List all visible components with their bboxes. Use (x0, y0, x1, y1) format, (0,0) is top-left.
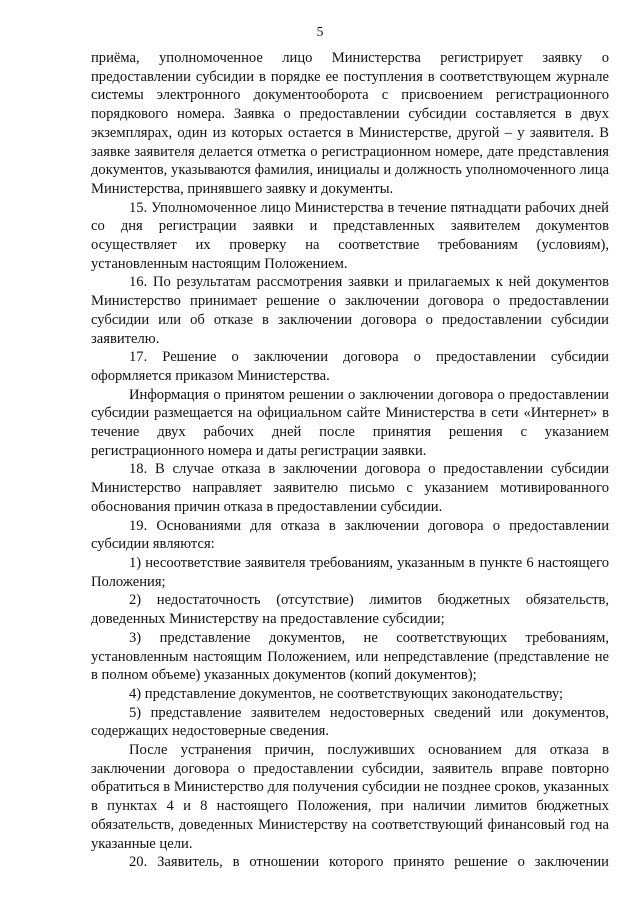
paragraph-item-20: 20. Заявитель, в отношении которого принято решение о заключении (129, 854, 609, 871)
list-item-refusal-2: 2) недостаточность (отсутствие) лимитов бюджетных обязательств, доведенных Министерству на предоставление субсидии; (91, 592, 609, 628)
paragraph-item-18: 18. В случае отказа в заключении договора о предоставлении субсидии Министерство направляет заявителю письмо с указанием мотивированного обоснования причин отказа в предоставлении субсидии. (91, 461, 609, 515)
document-body (91, 49, 609, 872)
list-item-refusal-4: 4) представление документов, не соответствующих законодательству; (129, 685, 564, 702)
paragraph-decision-info: Информация о принятом решении о заключении договора о предоставлении субсидии размещается на официальном сайте Министерства в сети «Интернет» в течение двух рабочих дней после принятия решения с указанием регистрационного номера и даты регистрации заявки. (91, 386, 609, 459)
paragraph-item-15: 15. Уполномоченное лицо Министерства в течение пятнадцати рабочих дней со дня регистрации заявки и представленных заявителем документов осуществляет их проверку на соответствие требованиям (условиям), установленным настоящим Положением. (91, 199, 609, 272)
paragraph-item-19: 19. Основаниями для отказа в заключении договора о предоставлении субсидии являются: (91, 517, 609, 553)
paragraph-intake-registration: приёма, уполномоченное лицо Министерства регистрирует заявку о предоставлении субсидии в порядке ее поступления в соответствующем журнале системы электронного документооборота с присвоением регистрационного порядкового номера. Заявка о предоставлении субсидии составляется в двух экземплярах, один из которых остается в Министерстве, другой – у заявителя. В заявке заявителя делается отметка о регистрационном номере, дате представления документов, указываются фамилия, инициалы и должность уполномоченного лица Министерства, принявшего заявку и документы. (91, 50, 609, 197)
list-item-refusal-1: 1) несоответствие заявителя требованиям, указанным в пункте 6 настоящего Положения; (91, 554, 609, 590)
list-item-refusal-5: 5) представление заявителем недостоверных сведений или документов, содержащих недостоверные сведения. (91, 704, 609, 740)
paragraph-item-16: 16. По результатам рассмотрения заявки и прилагаемых к ней документов Министерство принимает решение о заключении договора о предоставлении субсидии или об отказе в заключении договора о предоставлении субсидии заявителю. (91, 274, 609, 347)
paragraph-reapplication: После устранения причин, послуживших основанием для отказа в заключении договора о предоставлении субсидии, заявитель вправе повторно обратиться в Министерство для получения субсидии не позднее сроков, указанных в пунктах 4 и 8 настоящего Положения, при наличии лимитов бюджетных обязательств, доведенных Министерству на соответствующий финансовый год на указанные цели. (91, 742, 609, 852)
list-item-refusal-3: 3) представление документов, не соответствующих требованиям, установленным настоящим Положением, или непредставление (представление не в полном объеме) указанных документов (копий документов); (91, 629, 609, 684)
page-number: 5 (316, 24, 324, 39)
paragraph-item-17: 17. Решение о заключении договора о предоставлении субсидии оформляется приказом Министерства. (91, 349, 609, 384)
